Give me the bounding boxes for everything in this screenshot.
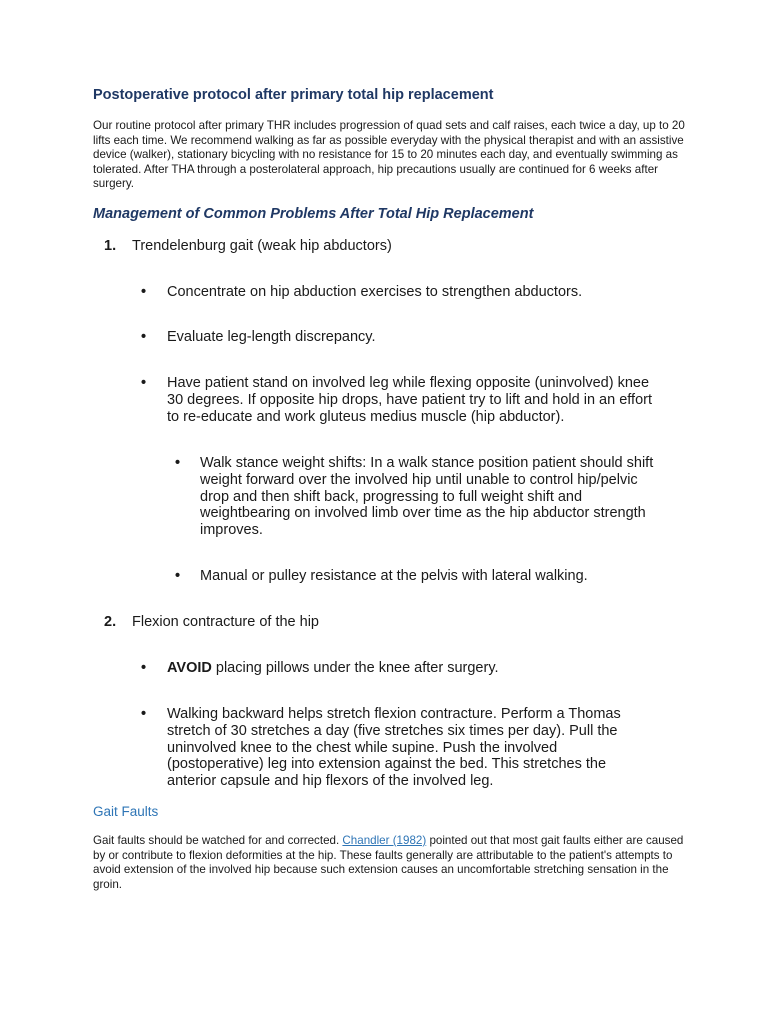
document-page: Postoperative protocol after primary total hip replacement Our routine protocol after primary THR includes progression of quad sets and calf raises, each twice a day, up to 20 lifts each time. We recommend walking as far as possible everyday with the physical therapist and with an assistive device (walker), stationary bicycling with no resistance for 15 to 20 minutes each day, and eventually swimming as tolerated. After THA through a posterolateral approach, hip precautions usually are continued for 6 weeks after surgery. Management of Common Problems After Total Hip Replacement 1. Trendelenburg gait (weak hip abductors) • Concentrate on hip abduction exercises to strengthen abductors. • Evaluate leg-length discrepancy. • Have patient stand on involved leg while flexing opposite (uninvolved) knee 30 degrees. If opposite hip drops, have patient try to lift and hold in an effort to re-educate and work gluteus medius muscle (hip abductor). • Walk stance weight shifts: In a walk stance position patient should shift weight forward over the involved hip until unable to control hip/pelvic drop and then shift back, progressing to full weight shift and weightbearing on involved limb over time as the hip abductor strength improves. • Manual or pulley resistance at the pelvis with lateral walking. 2. Flexion contracture of the hip • AVOID placing pillows under the knee after surgery. • Walking backward helps stretch flexion contracture. Perform a Thomas stretch of 30 stretches a day (five stretches six times per day). Pull the uninvolved knee to the chest while supine. Push the involved (postoperative) leg into extension against the bed. This stretches the anterior capsule and hip flexors of the involved leg. Gait Faults Gait faults should be watched for and corrected. Chandler (1982) pointed out that most gait faults either are caused by or contribute to flexion deformities at the hip. These faults generally are attributable to the patient's attempts to avoid extension of the involved hip because such extension causes an uncomfortable stretching sensation in the groin. (0, 0, 768, 1024)
intro-paragraph: Our routine protocol after primary THR includes progression of quad sets and calf raises, each twice a day, up to 20 lifts each time. We recommend walking as far as possible everyday with the physical therapist and with an assistive device (walker), stationary bicycling with no resistance for 15 to 20 minutes each day, and eventually swimming as tolerated. After THA through a posterolateral approach, hip precautions usually are continued for 6 weeks after surgery. (93, 119, 685, 190)
bullet-icon: • (175, 568, 181, 584)
item-title: Trendelenburg gait (weak hip abductors) (132, 238, 392, 254)
bullet-icon: • (141, 375, 147, 391)
avoid-emphasis: AVOID (167, 660, 212, 676)
item-number: 1. (104, 238, 117, 254)
item-title: Flexion contracture of the hip (132, 614, 319, 630)
gait-faults-heading: Gait Faults (93, 804, 159, 819)
bullet-icon: • (141, 284, 147, 300)
bullet-icon: • (141, 329, 147, 345)
bullet-icon: • (175, 455, 181, 471)
section-heading: Management of Common Problems After Total Hip Replacement (93, 206, 534, 222)
chandler-citation-link[interactable]: Chandler (1982) (342, 834, 427, 847)
bullet-icon: • (141, 706, 147, 722)
bullet-icon: • (141, 660, 147, 676)
gait-faults-paragraph: Gait faults should be watched for and corrected. Chandler (1982) pointed out that most gait faults either are caused by or contribute to flexion deformities at the hip. These faults generally are attributable to the patient's attempts to avoid extension of the involved hip because such extension causes an uncomfortable stretching sensation in the groin. (93, 834, 684, 891)
page-title: Postoperative protocol after primary total hip replacement (93, 87, 494, 103)
item-number: 2. (104, 614, 117, 630)
